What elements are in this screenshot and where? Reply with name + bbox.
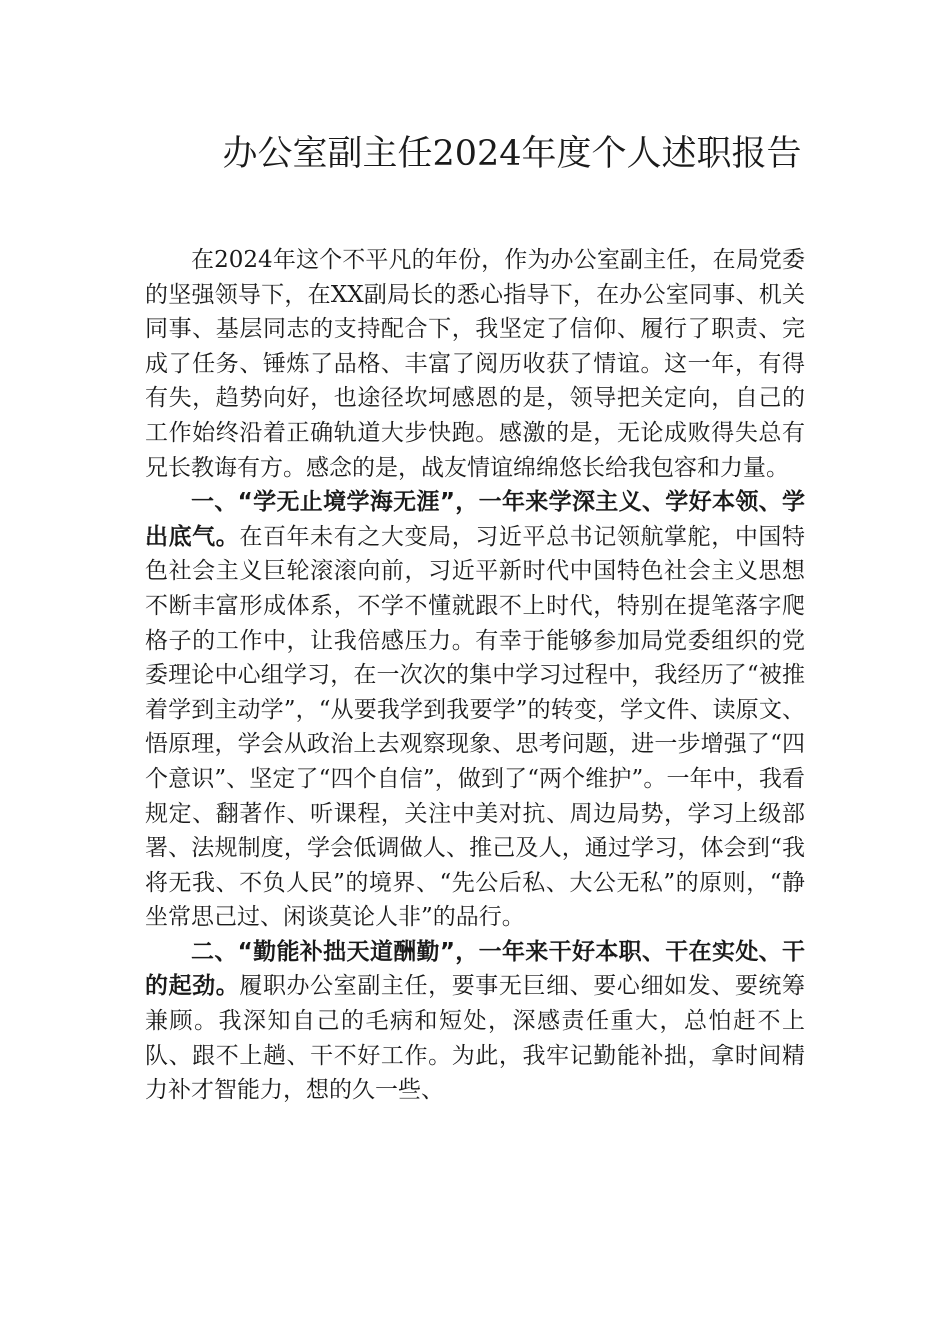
- paragraph-section-1: [145, 485, 805, 935]
- paragraph-text: 在百年未有之大变局，习近平总书记领航掌舵，中国特色社会主义巨轮滚滚向前，习近平新时代中国特色社会主义思想不断丰富形成体系，不学不懂就跟不上时代，特别在提笔落字爬格子的工作中，让我倍感压力。有幸于能够参加局党委组织的党委理论中心组学习，在一次次的集中学习过程中，我经历了“被推着学到主动学”，“从要我学到我要学”的转变，学文件、读原文、悟原理，学会从政治上去观察现象、思考问题，进一步增强了“四个意识”、坚定了“四个自信”，做到了“两个维护”。一年中，我看规定、翻著作、听课程，关注中美对抗、周边局势，学习上级部署、法规制度，学会低调做人、推己及人，通过学习，体会到“我将无我、不负人民”的境界、“先公后私、大公无私”的原则，“静坐常思己过、闲谈莫论人非”的品行。: [145, 523, 806, 931]
- document-title: 办公室副主任2024年度个人述职报告: [222, 134, 802, 174]
- paragraph-text: 在2024年这个不平凡的年份，作为办公室副主任，在局党委的坚强领导下，在XX副局长的悉心指导下，在办公室同事、机关同事、基层同志的支持配合下，我坚定了信仰、履行了职责、完成了任务、锤炼了品格、丰富了阅历收获了情谊。这一年，有得有失，趋势向好，也途径坎坷感恩的是，领导把关定向，自己的工作始终沿着正确轨道大步快跑。感激的是，无论成败得失总有兄长教诲有方。感念的是，战友情谊绵绵悠长给我包容和力量。: [145, 247, 805, 481]
- paragraph-section-2: [145, 935, 805, 1108]
- section-heading: 一、“学无止境学海无涯”，一年来学深主义、学好本领、学出底气。: [145, 489, 805, 550]
- document-body: [145, 243, 805, 1108]
- section-heading: 二、“勤能补拙天道酬勤”，一年来干好本职、干在实处、干的起劲。: [145, 938, 805, 1000]
- paragraph-intro: [145, 243, 805, 485]
- paragraph-text: 履职办公室副主任，要事无巨细、要心细如发、要统筹兼顾。我深知自己的毛病和短处，深感责任重大，总怕赶不上队、跟不上趟、干不好工作。为此，我牢记勤能补拙，拿时间精力补才智能力，想的久一些、: [145, 973, 806, 1104]
